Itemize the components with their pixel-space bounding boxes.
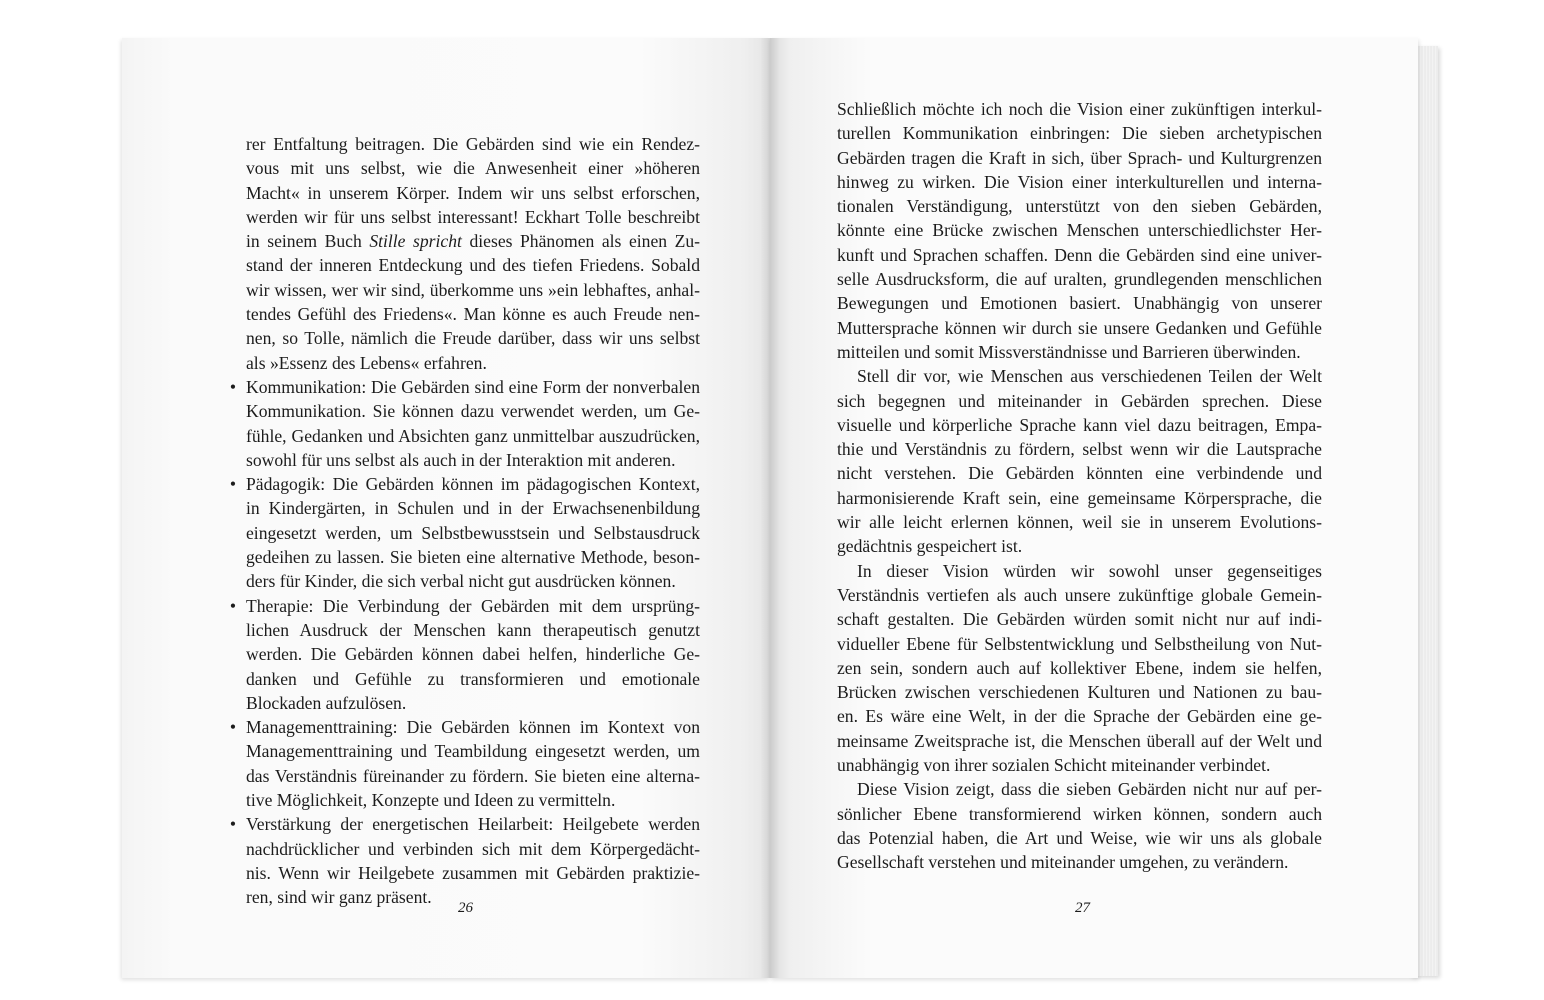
paragraph	[837, 364, 1322, 558]
text-line: fühle, Gedanken und Absichten ganz unmittelbar auszudrücken,	[246, 425, 700, 446]
text-line: Bewegungen und Emotionen basiert. Unabhängig von unserer	[837, 293, 1322, 314]
text-line: Macht« in unserem Körper. Indem wir uns selbst erforschen,	[246, 182, 700, 203]
text-line: vidueller Ebene für Selbstentwicklung und Selbstheilung von Nut-	[837, 633, 1322, 654]
text-line: Pädagogik: Die Gebärden können im pädagogischen Kontext,	[246, 474, 700, 495]
text-line: en. Es wäre eine Welt, in der die Sprache der Gebärden eine ge-	[837, 706, 1322, 727]
text-line: meinsame Zweitsprache ist, die Menschen überall auf der Welt und	[837, 730, 1322, 751]
text-line	[246, 229, 700, 253]
right-page	[770, 38, 1418, 978]
text-line: Therapie: Die Verbindung der Gebärden mit dem ursprüng-	[246, 595, 700, 616]
text-line: mitteilen und somit Missverständnisse und Barrieren überwinden.	[837, 341, 1301, 362]
bullet-icon: •	[229, 717, 237, 738]
text-line: Stell dir vor, wie Menschen aus verschiedenen Teilen der Welt	[857, 366, 1322, 387]
text-line: hinweg zu wirken. Die Vision einer interkulturellen und interna-	[837, 171, 1322, 192]
paragraph	[837, 777, 1322, 874]
text-line: Gebärden tragen die Kraft in sich, über Sprach- und Kulturgrenzen	[837, 147, 1322, 168]
text-line: zen sein, sondern auch auf kollektiver Ebene, indem sie helfen,	[837, 657, 1322, 678]
text-run: in seinem Buch	[246, 231, 370, 252]
text-line: wir wissen, wer wir sind, überkomme uns »ein lebhaftes, anhal-	[246, 279, 700, 300]
text-line: das Potenzial haben, die Art und Weise, wie wir uns als globale	[837, 827, 1322, 848]
text-line: sich begegnen und miteinander in Gebärden sprechen. Diese	[837, 390, 1322, 411]
text-line: tionalen Verständigung, unterstützt von den sieben Gebärden,	[837, 196, 1322, 217]
paragraph	[837, 97, 1322, 364]
text-line: in Kindergärten, in Schulen und in der Erwachsenenbildung	[246, 498, 700, 519]
right-page-text	[837, 97, 1322, 875]
text-line: visuelle und körperliche Sprache kann viel dazu beitragen, Empa-	[837, 414, 1322, 435]
text-line: eingesetzt werden, um Selbstbewusstsein und Selbstausdruck	[246, 522, 700, 543]
text-line: ders für Kinder, die sich verbal nicht gut ausdrücken können.	[246, 571, 676, 592]
book-title: Stille spricht	[369, 231, 462, 252]
text-line: sowohl für uns selbst als auch in der Interaktion mit anderen.	[246, 449, 676, 470]
page-number: 27	[1075, 900, 1090, 916]
text-line: gedächtnis gespeichert ist.	[837, 536, 1023, 557]
text-line: schaft gestalten. Die Gebärden würden somit nicht nur auf indi-	[837, 609, 1322, 630]
text-line: vous mit uns selbst, wie die Anwesenheit einer »höheren	[246, 158, 700, 179]
text-line: Brücken zwischen verschiedenen Kulturen und Nationen zu bau-	[837, 682, 1322, 703]
text-line: Diese Vision zeigt, dass die sieben Gebärden nicht nur auf per-	[857, 779, 1322, 800]
text-line: Blockaden aufzulösen.	[246, 692, 407, 713]
text-run: dieses Phänomen als einen Zu-	[461, 231, 701, 252]
text-line: ren, sind wir ganz präsent.	[246, 887, 432, 908]
text-line: rer Entfaltung beitragen. Die Gebärden sind wie ein Rendez-	[246, 134, 700, 154]
bullet-item	[229, 715, 700, 812]
text-line: Managementtraining und Teambildung eingesetzt werden, um	[246, 741, 700, 762]
bullet-list	[229, 375, 700, 910]
left-page-text	[229, 132, 701, 910]
text-line: sönlicher Ebene transformierend wirken können, sondern auch	[837, 803, 1322, 824]
text-line: unabhängig von ihrer sozialen Schicht miteinander verbindet.	[837, 755, 1271, 776]
text-line: werden wir für uns selbst interessant! Eckhart Tolle beschreibt	[246, 206, 700, 227]
bullet-icon: •	[229, 474, 237, 495]
text-line: Muttersprache können wir durch sie unsere Gedanken und Gefühle	[837, 317, 1322, 338]
text-line: nicht verstehen. Die Gebärden könnten eine verbindende und	[837, 463, 1322, 484]
text-line: stand der inneren Entdeckung und des tiefen Friedens. Sobald	[246, 255, 700, 276]
text-line: Gesellschaft verstehen und miteinander umgehen, zu verändern.	[837, 852, 1289, 873]
book-gutter	[760, 38, 780, 978]
text-line: als »Essenz des Lebens« erfahren.	[246, 352, 487, 373]
page-number: 26	[458, 900, 473, 916]
left-page	[122, 38, 770, 978]
text-line: danken und Gefühle zu transformieren und emotionale	[246, 668, 700, 689]
text-line: Managementtraining: Die Gebärden können im Kontext von	[246, 717, 700, 738]
bullet-item	[229, 375, 700, 472]
bullet-item	[229, 472, 700, 593]
text-line: kunft und Sprachen schaffen. Denn die Gebärden sind eine univer-	[837, 244, 1322, 265]
text-line: wir alle leicht erlernen können, weil sie in unserem Evolutions-	[837, 512, 1322, 533]
text-line: thie und Verständnis zu fördern, selbst wenn wir die Lautsprache	[837, 439, 1322, 460]
paragraph	[837, 559, 1322, 778]
bullet-icon: •	[229, 595, 237, 616]
text-line: nis. Wenn wir Heilgebete zusammen mit Gebärden praktizie-	[246, 862, 700, 883]
bullet-icon: •	[229, 814, 237, 835]
text-line: lichen Ausdruck der Menschen kann therapeutisch genutzt	[246, 619, 700, 640]
text-line: tive Möglichkeit, Konzepte und Ideen zu vermitteln.	[246, 790, 616, 811]
text-line: nachdrücklicher und verbinden sich mit dem Körpergedächt-	[246, 838, 700, 859]
text-line: werden. Die Gebärden können dabei helfen, hinderliche Ge-	[246, 644, 700, 665]
text-line: das Verständnis füreinander zu fördern. Sie bieten eine alterna-	[246, 765, 700, 786]
text-line: Kommunikation: Die Gebärden sind eine Form der nonverbalen	[246, 376, 700, 397]
bullet-item	[229, 594, 700, 715]
text-line: selle Ausdrucksform, die auf uralten, grundlegenden menschlichen	[837, 269, 1322, 290]
text-line: In dieser Vision würden wir sowohl unser gegenseitiges	[857, 560, 1322, 581]
text-line: harmonisierende Kraft sein, eine gemeinsame Körpersprache, die	[837, 487, 1322, 508]
text-line: könnte eine Brücke zwischen Menschen unterschiedlichster Her-	[837, 220, 1322, 241]
text-line: turellen Kommunikation einbringen: Die sieben archetypischen	[837, 123, 1322, 144]
text-line: Verständnis vertiefen als auch unsere zukünftige globale Gemein-	[837, 584, 1322, 605]
text-line: Schließlich möchte ich noch die Vision einer zukünftigen interkul-	[837, 99, 1322, 119]
text-line: Kommunikation. Sie können dazu verwendet werden, um Ge-	[246, 401, 700, 422]
bullet-icon: •	[229, 376, 237, 397]
text-line: Verstärkung der energetischen Heilarbeit: Heilgebete werden	[246, 814, 700, 835]
text-line: nen, so Tolle, nämlich die Freude darüber, dass wir uns selbst	[246, 328, 700, 349]
bullet-item	[229, 812, 700, 909]
text-line: tendes Gefühl des Friedens«. Man könne es auch Freude nen-	[246, 304, 700, 325]
text-line: gedeihen zu lassen. Sie bieten eine alternative Methode, beson-	[246, 547, 700, 568]
